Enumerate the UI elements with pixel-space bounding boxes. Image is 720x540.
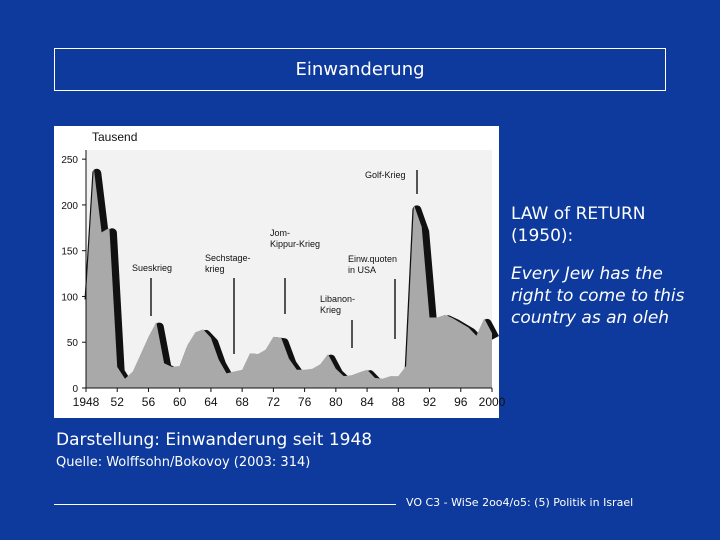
- x-tick-label-76: 76: [297, 395, 312, 409]
- y-tick-label-250: 250: [61, 155, 78, 167]
- annotation-libanon-krieg-label: Libanon-Krieg: [320, 294, 356, 315]
- footer-divider: [54, 504, 396, 505]
- x-tick-label-88: 88: [391, 395, 405, 409]
- chart-source: Quelle: Wolffsohn/Bokovoy (2003: 314): [56, 455, 311, 470]
- x-tick-label-52: 52: [110, 395, 124, 409]
- y-tick-label-50: 50: [66, 338, 78, 350]
- x-tick-label-92: 92: [422, 395, 437, 409]
- annotation-einw-quoten-in-usa-label: Einw.quoten in USA: [348, 254, 398, 275]
- slide-title: Einwanderung: [295, 59, 425, 80]
- y-axis-unit-label: Tausend: [92, 130, 138, 144]
- x-tick-label-2000: 2000: [478, 395, 506, 409]
- immigration-chart-panel: [54, 126, 506, 418]
- x-tick-label-56: 56: [141, 395, 156, 409]
- law-of-return-quote: Every Jew has the right to come to this country as an oleh: [511, 264, 685, 328]
- annotation-jom-kippur-krieg-label: Jom-Kippur-Krieg: [270, 228, 321, 249]
- x-tick-label-1948: 1948: [72, 395, 100, 409]
- annotation-golf-krieg-label: Golf-Krieg: [365, 170, 406, 180]
- y-tick-label-200: 200: [61, 200, 78, 212]
- slide-footer: VO C3 - WiSe 2oo4/o5: (5) Politik in Israel: [406, 496, 634, 509]
- slide-title-box: [54, 48, 666, 91]
- x-tick-label-96: 96: [454, 395, 468, 409]
- x-tick-label-60: 60: [173, 395, 187, 409]
- annotation-sechstage-krieg-label: Sechstage-krieg: [205, 253, 251, 274]
- law-of-return-block: [511, 203, 701, 329]
- law-of-return-title: LAW of RETURN (1950):: [511, 204, 646, 246]
- immigration-area-chart: [54, 126, 506, 418]
- x-tick-label-72: 72: [266, 395, 281, 409]
- chart-caption: Darstellung: Einwanderung seit 1948: [56, 430, 373, 450]
- x-tick-label-68: 68: [235, 395, 249, 409]
- y-tick-label-100: 100: [61, 292, 78, 304]
- x-tick-label-84: 84: [360, 395, 374, 409]
- y-tick-label-0: 0: [72, 384, 78, 395]
- y-tick-label-150: 150: [61, 246, 78, 258]
- x-tick-label-64: 64: [204, 395, 218, 409]
- x-tick-label-80: 80: [329, 395, 343, 409]
- annotation-sueskrieg-label: Sueskrieg: [132, 263, 173, 273]
